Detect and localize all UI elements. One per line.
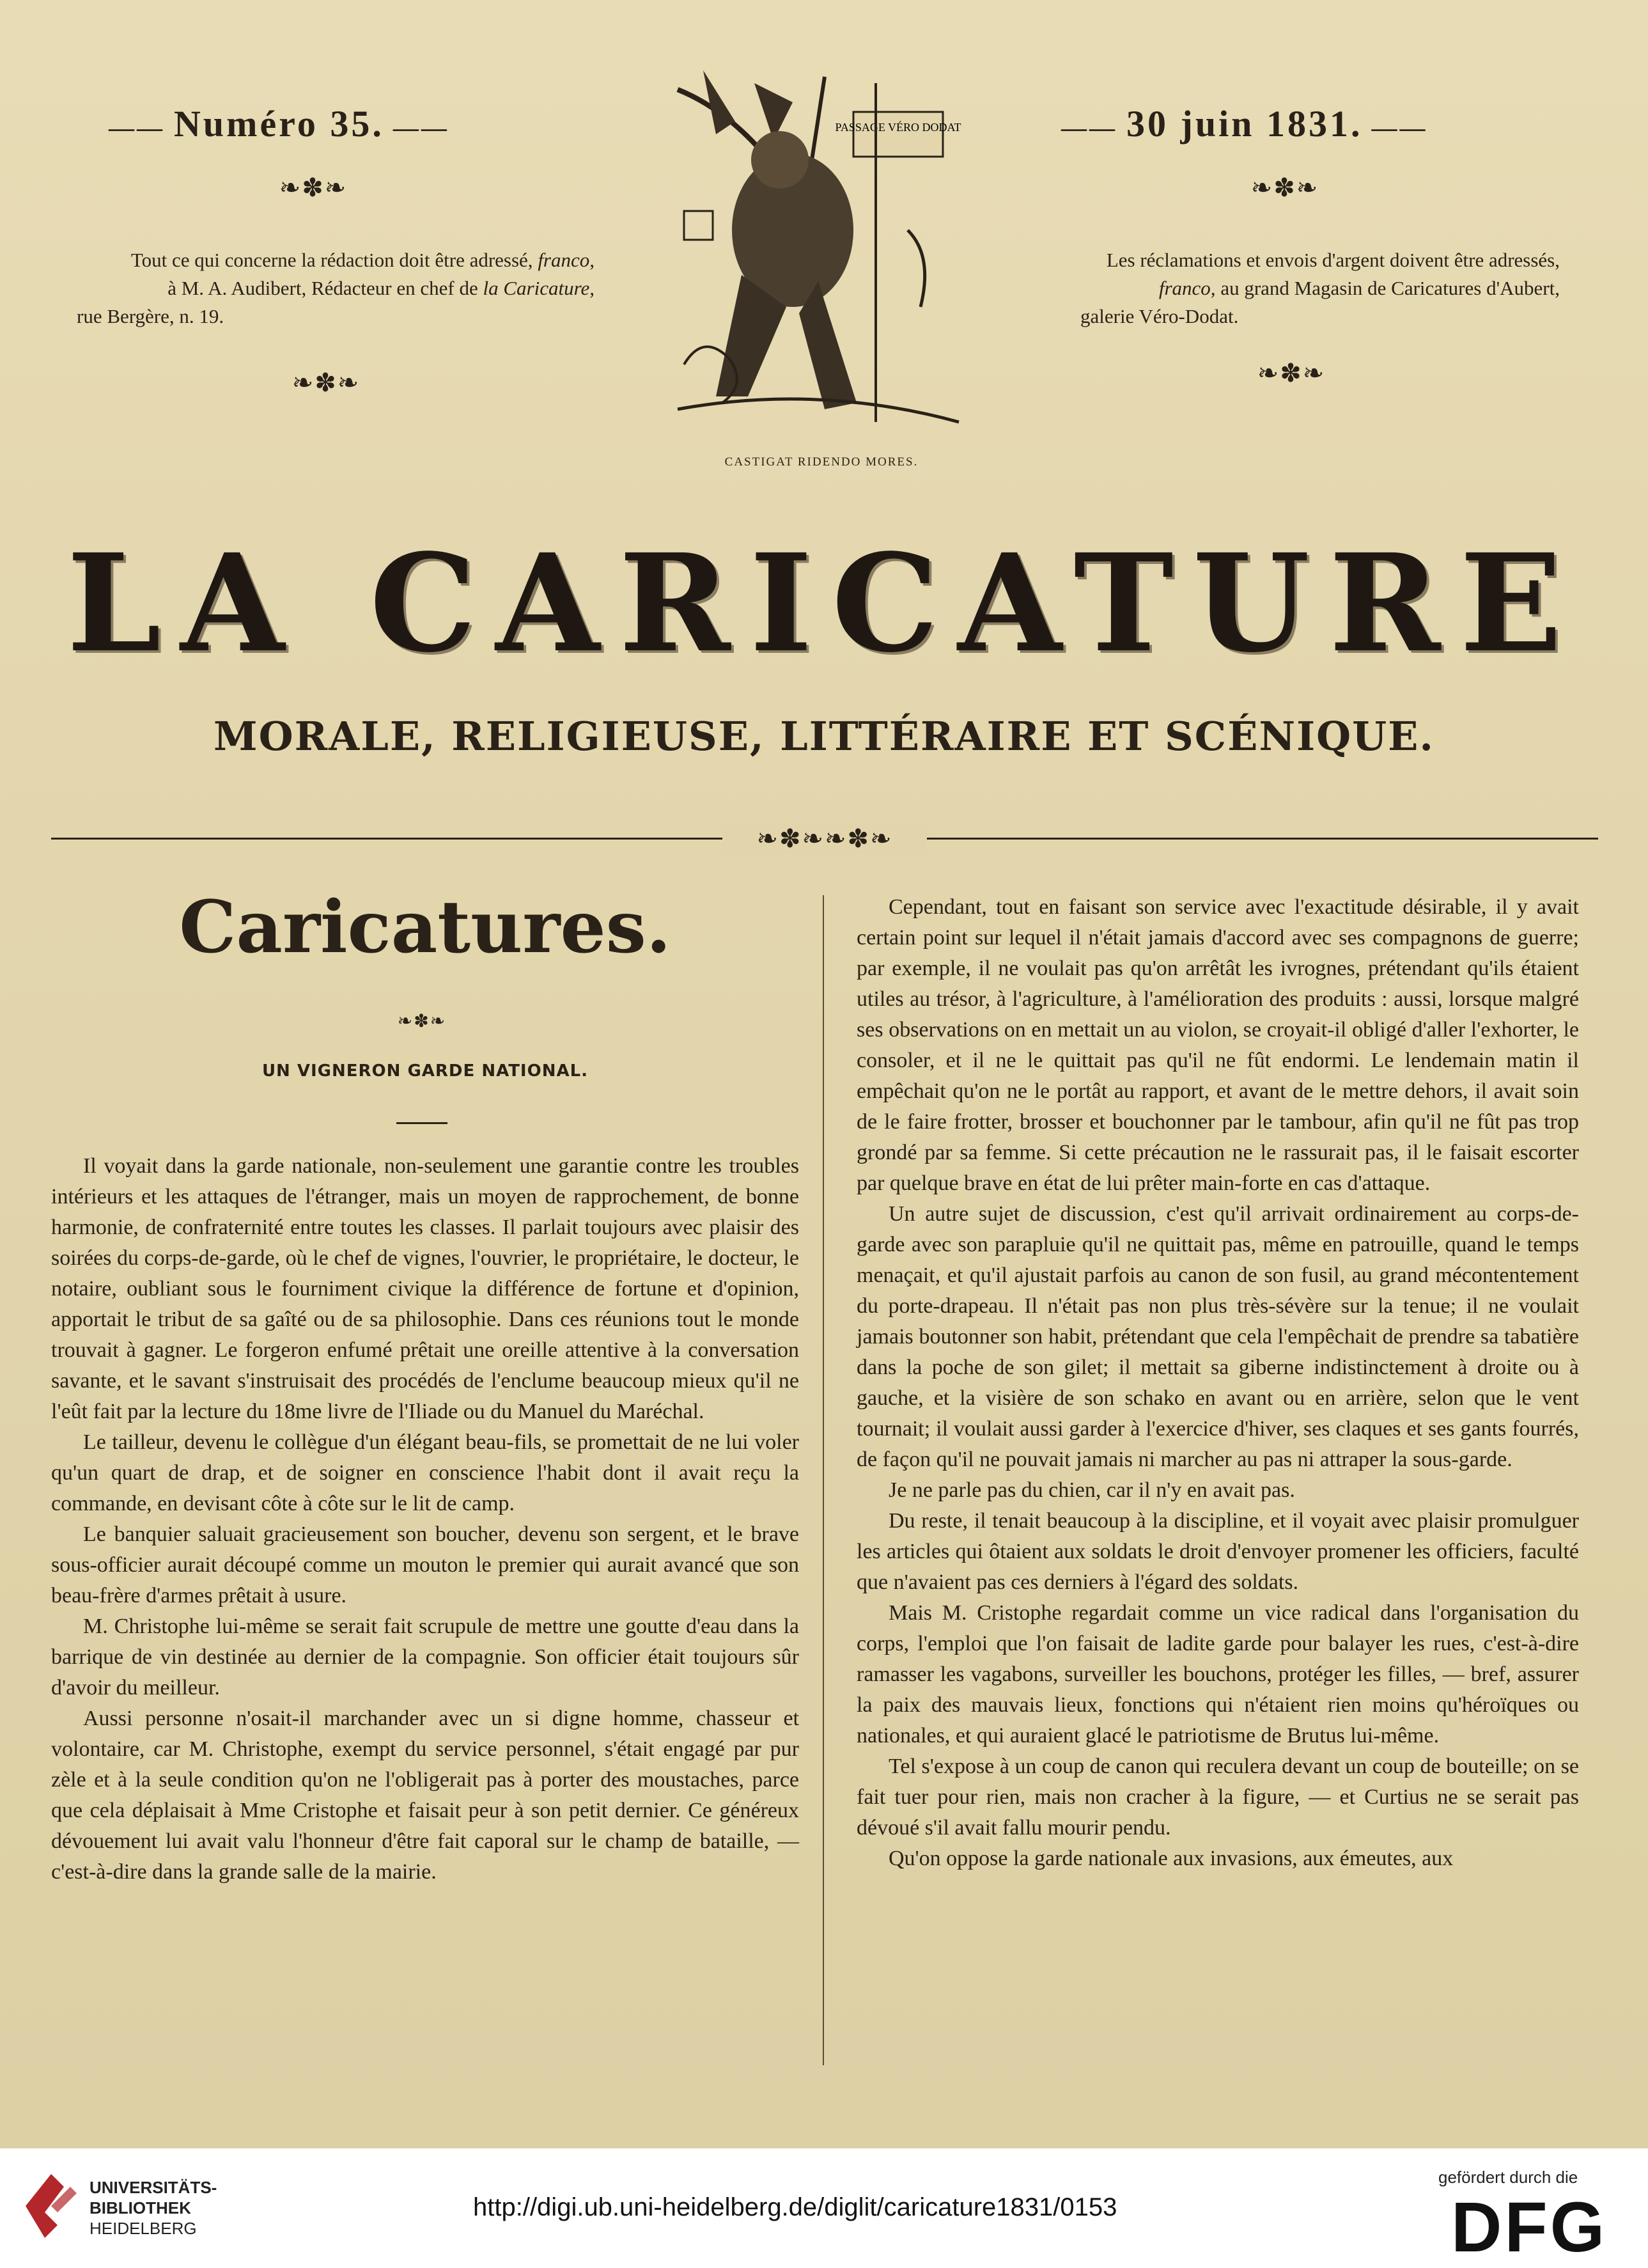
paragraph: M. Christophe lui-même se serait fait scrupule de mettre une goutte d'eau dans la barrique de vin destinée au dernier de la compagnie. Son officier était toujours sûr d'avoir du meilleur. — [51, 1615, 799, 1700]
paragraph: Tel s'expose à un coup de canon qui reculera devant un coup de bouteille; on se fait tuer pour rien, mais non cracher à la figure, — et Curtius ne se serait pas dévoué s'il avait fallu mourir pendu. — [857, 1755, 1579, 1840]
document-url[interactable]: http://digi.ub.uni-heidelberg.de/diglit/caricature1831/0153 — [473, 2193, 1117, 2221]
left-notice: Tout ce qui concerne la rédaction doit être adressé, franco, à M. A. Audibert, Rédacteur en chef de la Caricature, rue Bergère, n. 19. — [77, 249, 595, 327]
paragraph: Il voyait dans la garde nationale, non-seulement une garantie contre les troubles intérieurs et les attaques de l'étranger, mais un moyen de rapprochement, de bonne harmonie, de confraternité entre toutes les classes. Il parlait toujours avec plaisir des soirées du corps-de-garde, où le chef de vignes, l'ouvrier, le propriétaire, le docteur, le notaire, oubliant sous le fourniment civique la différence de fortune et d'opinion, apportait le tribut de sa gaîté ou de sa philosophie. Dans ces réunions tout le monde trouvait à gagner. Le forgeron enfumé prêtait une oreille attentive à la conversation savante, et le savant s'instruisait des procédés de l'enclume beaucoup mieux qu'il ne l'eût fait par la lecture du 18me livre de l'Iliade ou du Manuel du Maréchal. — [51, 1154, 799, 1423]
right-column — [857, 892, 1579, 1874]
paragraph: Le banquier saluait gracieusement son boucher, devenu son sergent, et le brave sous-officier aurait découpé comme un mouton le premier qui aurait avancé que son beau-frère d'armes prêtait à usure. — [51, 1522, 799, 1607]
footer-bar — [0, 2148, 1648, 2268]
library-name: UNIVERSITÄTS- BIBLIOTHEK HEIDELBERG — [89, 2178, 217, 2238]
section-title: Caricatures. — [179, 886, 671, 969]
ornament-right-bottom: ❧✽❧ — [1257, 359, 1326, 387]
motto: CASTIGAT RIDENDO MORES. — [724, 455, 919, 469]
column-separator — [823, 895, 824, 2065]
left-column — [51, 1151, 799, 1888]
divider-ornament: ❧✽❧❧✽❧ — [722, 824, 927, 854]
paragraph: Du reste, il tenait beaucoup à la discipline, et il voyait avec plaisir promulguer les articles qui ôtaient aux soldats le droit d'envoyer promener les officiers, faculté que n'avaient pas ces derniers à l'égard des soldats. — [857, 1509, 1579, 1594]
paragraph: Le tailleur, devenu le collègue d'un élégant beau-fils, se promettait de ne lui voler qu'un quart de drap, et de soigner en conscience l'habit dont il avait reçu la commande, en devisant côte à côte sur le lit de camp. — [51, 1430, 799, 1515]
masthead-title: LA CARICATURE — [66, 524, 1582, 682]
article-title: UN VIGNERON GARDE NATIONAL. — [261, 1061, 589, 1081]
paragraph: Je ne parle pas du chien, car il n'y en avait pas. — [889, 1478, 1295, 1502]
paragraph: Mais M. Cristophe regardait comme un vice radical dans l'organisation du corps, l'emploi que l'on faisait de ladite garde pour balayer les rues, c'est-à-dire ramasser les vagabons, surveiller les bouchons, protéger les filles, — bref, assurer la paix des mauvais lieux, fonctions qui n'étaient rien moins qu'héroïques ou nationales, et qui auraient glacé le patriotisme de Brutus lui-même. — [857, 1601, 1579, 1748]
masthead-subtitle: MORALE, RELIGIEUSE, LITTÉRAIRE ET SCÉNIQUE. — [213, 713, 1434, 760]
issue-date: —— 30 juin 1831. —— — [1061, 103, 1428, 145]
paragraph: Un autre sujet de discussion, c'est qu'il arrivait ordinairement au corps-de-garde avec son parapluie qu'il ne quittait pas, même en patrouille, quand le temps menaçait, et qu'il ajustait parfois au canon de son fusil, au grand mécontentement du porte-drapeau. Il n'était pas non plus très-sévère sur la tenue; il ne voulait jamais boutonner son habit, prétendant que cela l'empêchait de prendre sa tabatière dans la poche de son gilet; il mettait sa giberne indistinctement à droite ou à gauche, et la visière de son schako en avant ou en arrière, selon que le vent tournait; il voulait aussi garder à l'exercice d'hiver, ses claques et ses gants fourrés, de façon qu'il ne pouvait jamais ni marcher au pas ni attraper la sous-garde. — [857, 1202, 1579, 1471]
vignette-sign: PASSAGE VÉRO DODAT — [835, 121, 961, 134]
right-notice: Les réclamations et envois d'argent doivent être adressés, franco, au grand Magasin de Caricatures d'Aubert, galerie Véro-Dodat. — [1080, 249, 1560, 327]
title-rule — [396, 1122, 447, 1124]
library-logo-icon — [19, 2168, 83, 2244]
caricature-vignette — [665, 64, 972, 435]
dfg-logo: DFG — [1451, 2188, 1608, 2267]
ornament-right-top: ❧✽❧ — [1250, 173, 1319, 202]
section-ornament: ❧✽❧ — [397, 1012, 447, 1031]
paragraph: Qu'on oppose la garde nationale aux invasions, aux émeutes, aux — [889, 1847, 1454, 1870]
paragraph: Aussi personne n'osait-il marchander avec un si digne homme, chasseur et volontaire, car M. Christophe, exempt du service personnel, s'était engagé par pur zèle et à la seule condition qu'on ne l'obligerait pas à porter des moustaches, parce que cela déplaisait à Mme Cristophe et faisait peur à son petit dernier. Ce généreux dévouement lui avait valu l'honneur d'être fait caporal sur le champ de bataille, — c'est-à-dire dans la grande salle de la mairie. — [51, 1707, 799, 1884]
ornament-left-top: ❧✽❧ — [279, 173, 348, 202]
paragraph: Cependant, tout en faisant son service avec l'exactitude désirable, il y avait certain point sur lequel il n'était jamais d'accord avec ses compagnons de guerre; par exemple, il ne voulait pas qu'on arrêtât les ivrognes, prétendant qu'ils étaient utiles au trésor, à l'agriculture, à l'amélioration des produits : aussi, lorsque malgré ses observations on en mettait un au violon, se croyait-il obligé d'aller l'exhorter, le consoler, et il ne le quittait pas qu'il ne fût endormi. Le lendemain matin il empêchait qu'on ne le portât au rapport, et avant de le mettre dehors, il avait soin de le faire frotter, brosser et bouchonner par le tambour, afin qu'il ne fût pas trop grondé par sa femme. Si cette précaution ne le rassurait pas, il le faisait escorter par quelque brave en état de lui prêter main-forte en cas d'attaque. — [857, 895, 1579, 1195]
ornament-left-bottom: ❧✽❧ — [292, 368, 361, 397]
funded-by-label: gefördert durch die — [1438, 2168, 1578, 2187]
issue-number: —— Numéro 35. —— — [109, 103, 449, 145]
